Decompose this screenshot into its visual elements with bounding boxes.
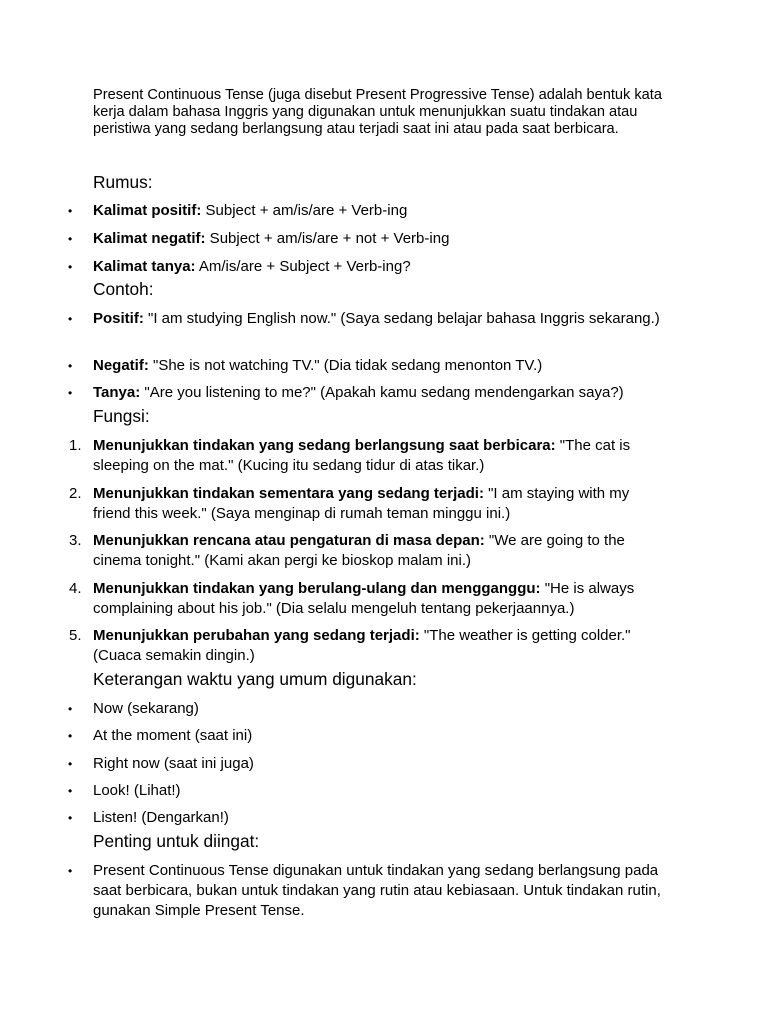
bullet-icon: •: [68, 811, 73, 825]
list-item-label: Tanya:: [93, 384, 141, 401]
list-item-body: "He is always complaining about his job." (Dia selalu mengeluh tentang pekerjaannya.): [93, 580, 635, 617]
bullet-icon: •: [68, 312, 73, 326]
list-item-label: Kalimat tanya:: [93, 258, 196, 275]
list-item-text: [93, 356, 661, 376]
bullet-icon: •: [68, 260, 73, 274]
bullet-icon: •: [68, 702, 73, 716]
list-item-text: Listen! (Dengarkan!): [93, 809, 229, 826]
list-item-body: Subject + am/is/are + not + Verb-ing: [205, 230, 450, 247]
list-item-label: Menunjukkan tindakan yang sedang berlangsung saat berbicara:: [93, 437, 556, 454]
bullet-icon: •: [68, 359, 73, 373]
list-number: 2.: [69, 485, 82, 502]
rumus-heading: Rumus:: [93, 172, 153, 192]
list-number: 3.: [69, 532, 82, 549]
bullet-icon: •: [68, 729, 73, 743]
bullet-icon: •: [68, 864, 73, 878]
list-item-text: Look! (Lihat!): [93, 782, 181, 799]
list-item-label: Menunjukkan tindakan yang berulang-ulang dan mengganggu:: [93, 580, 541, 597]
bullet-icon: •: [68, 232, 73, 246]
list-item-label: Menunjukkan tindakan sementara yang sedang terjadi:: [93, 485, 484, 502]
list-item-body: "She is not watching TV." (Dia tidak sedang menonton TV.): [148, 357, 543, 374]
list-item-text: [93, 579, 661, 619]
list-item-body: Am/is/are + Subject + Verb-ing?: [195, 258, 411, 275]
list-item-body: "The weather is getting colder." (Cuaca semakin dingin.): [93, 627, 631, 664]
list-item-body: "I am staying with my friend this week." (Saya menginap di rumah teman minggu ini.): [93, 485, 630, 522]
list-item-body: "I am studying English now." (Saya sedang belajar bahasa Inggris sekarang.): [143, 310, 660, 327]
list-item-label: Menunjukkan rencana atau pengaturan di masa depan:: [93, 532, 485, 549]
list-item-text: [93, 309, 661, 329]
keterangan-heading: Keterangan waktu yang umum digunakan:: [93, 669, 417, 689]
list-number: 1.: [69, 437, 82, 454]
list-item-text: [93, 383, 661, 403]
list-item-text: Right now (saat ini juga): [93, 755, 254, 772]
intro-paragraph: Present Continuous Tense (juga disebut Present Progressive Tense) adalah bentuk kata kerja dalam bahasa Inggris yang digunakan untuk menunjukkan suatu tindakan atau peristiwa yang sedang berlangsung atau terjadi saat ini atau pada saat berbicara.: [93, 87, 662, 137]
bullet-icon: •: [68, 386, 73, 400]
list-item-label: Positif:: [93, 310, 144, 327]
list-item-text: [93, 626, 661, 666]
list-item-body: "The cat is sleeping on the mat." (Kucing itu sedang tidur di atas tikar.): [93, 437, 631, 474]
bullet-icon: •: [68, 757, 73, 771]
list-item-text: Now (sekarang): [93, 700, 199, 717]
list-item-text: [93, 436, 661, 476]
list-item-text: [93, 201, 661, 221]
list-item-label: Negatif:: [93, 357, 149, 374]
list-number: 4.: [69, 580, 82, 597]
list-number: 5.: [69, 627, 82, 644]
list-item-text: [93, 531, 661, 571]
list-item-body: "Are you listening to me?" (Apakah kamu sedang mendengarkan saya?): [140, 384, 624, 401]
list-item-body: "We are going to the cinema tonight." (Kami akan pergi ke bioskop malam ini.): [93, 532, 625, 569]
list-item-text: Present Continuous Tense digunakan untuk tindakan yang sedang berlangsung pada saat berbicara, bukan untuk tindakan yang rutin atau kebiasaan. Untuk tindakan rutin, gunakan Simple Present Tense.: [93, 862, 661, 919]
bullet-icon: •: [68, 784, 73, 798]
list-item-body: Subject + am/is/are + Verb-ing: [201, 202, 408, 219]
list-item-text: [93, 229, 661, 249]
contoh-heading: Contoh:: [93, 279, 154, 299]
list-item-label: Kalimat negatif:: [93, 230, 206, 247]
bullet-icon: •: [68, 204, 73, 218]
penting-heading: Penting untuk diingat:: [93, 831, 260, 851]
fungsi-heading: Fungsi:: [93, 406, 150, 426]
list-item-text: [93, 484, 661, 524]
list-item-label: Menunjukkan perubahan yang sedang terjadi:: [93, 627, 420, 644]
list-item-text: At the moment (saat ini): [93, 727, 253, 744]
list-item-text: [93, 257, 661, 277]
list-item-label: Kalimat positif:: [93, 202, 202, 219]
